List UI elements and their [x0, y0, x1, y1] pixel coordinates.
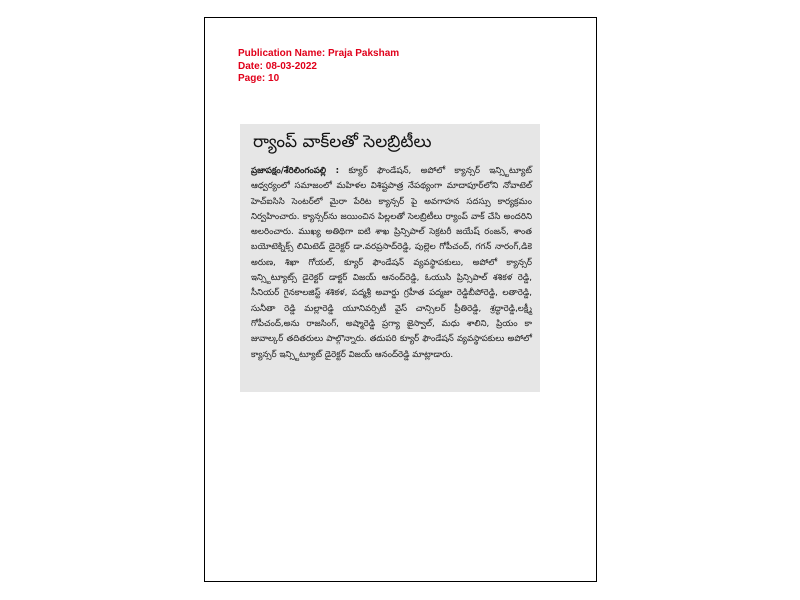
- publication-date: Date: 08-03-2022: [238, 60, 317, 72]
- publication-page: Page: 10: [238, 73, 280, 84]
- article-body-text: క్యూర్ ఫౌండేషన్, అపోలో క్యాన్సర్ ఇన్స్టిట్యూట్ ఆధ్వర్యంలో సమాజంలో మహిళల విశిష్టపాత్ర నేపథ్యంగా మాదాపూర్‌లోని నోవాటెల్ హెచ్ఐసిసి సెంటర్‌లో మైరా పేరిట క్యాన్సర్ పై అవగాహన సదస్సు కార్యక్రమం నిర్వహించారు. క్యాన్సర్‌ను జయించిన పిల్లలతో సెలబ్రిటీలు ర్యాంప్ వాక్ చేసి అందరిని అలరించారు. ముఖ్య అతిథిగా ఐటి శాఖ ప్రిన్సిపాల్ సెక్రటరీ జయేష్ రంజన్, శాంత బయోటెక్నిక్స్ లిమిటెడ్ డైరెక్టర్ డా.వరప్రసాద్‌రెడ్డి, పుల్లెల గోపీచంద్, గగన్ నారంగ్,డికె అరుణ, శిఖా గోయల్, క్యూర్ ఫౌండేషన్ వ్యవస్థాపకులు, అపోలో క్యాన్సర్ ఇన్స్టిట్యూట్స్ డైరెక్టర్ డాక్టర్ విజయ్ ఆనంద్‌రెడ్డి, ఓయుసి ప్రిన్సిపాల్ శశికళ రెడ్డి, సీనియర్ గైనకాలజిస్ట్ శశికళ, పద్మశ్రీ అవార్డు గ్రహీత పద్మజా రెడ్డిబీపోరెడ్డి, లతారెడ్డి, సునీతా రెడ్డి మల్లారెడ్డి యూనివర్సిటీ వైస్ చాన్సిలర్ ప్రీతిరెడ్డి, శ్రద్ధారెడ్డి,లక్ష్మీ గోపీచంద్,అను రాజసింగ్, అష్మారెడ్డి ప్రగ్యా జైస్వాల్, మధు శాలిని, ప్రియం కా జువాల్కర్ తదితరులు పాల్గొన్నారు. తదుపరి క్యూర్ ఫౌండేషన్ వ్యవస్థాపకులు అపోలో క్యాన్సర్ ఇన్స్టిట్యూట్ డైరెక్టర్ విజయ్ ఆనంద్‌రెడ్డి మాట్లాడారు.: [251, 166, 532, 360]
- document-page: [204, 17, 597, 582]
- publication-header: [238, 48, 399, 86]
- article-headline: ర్యాంప్ వాక్‌లతో సెలబ్రిటీలు: [253, 132, 432, 152]
- news-clipping: [240, 124, 540, 392]
- article-dateline: ప్రజాపక్షం/శేరిలింగంపల్లి :: [251, 166, 340, 176]
- publication-name: Publication Name: Praja Paksham: [238, 48, 400, 59]
- article-body: [251, 164, 532, 363]
